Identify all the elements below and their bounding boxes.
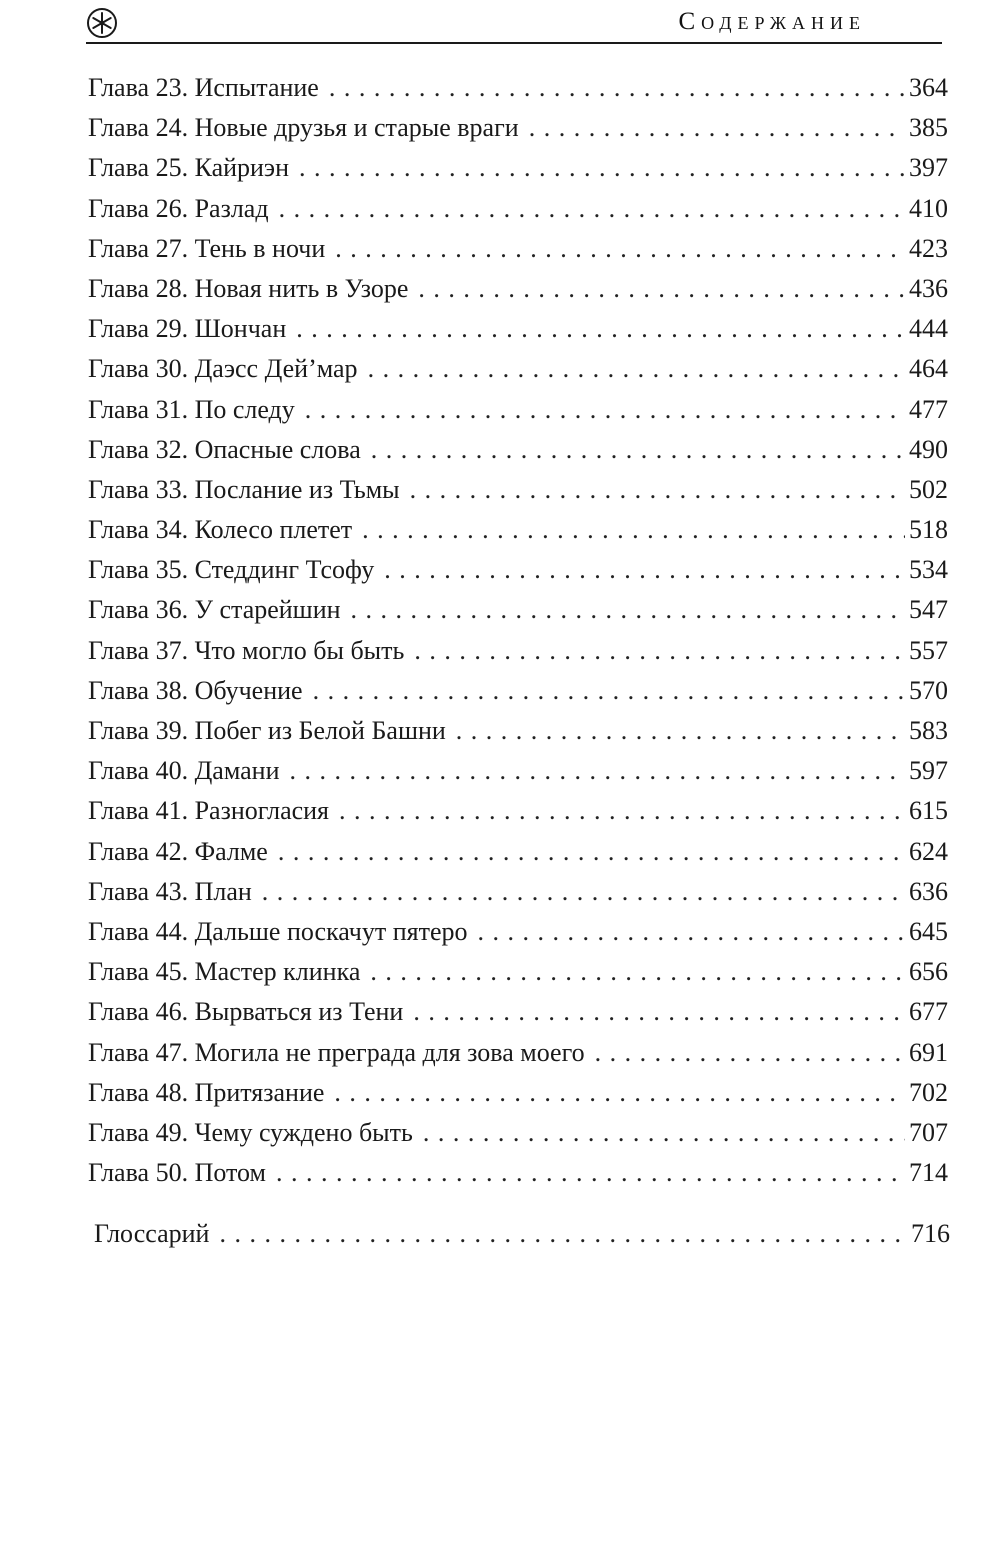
toc-entry[interactable] (88, 631, 948, 671)
dot-leader (414, 631, 905, 671)
toc-entry-title: Глава 36. У старейшин (88, 595, 341, 625)
toc-entry-title: Глава 40. Дамани (88, 756, 280, 786)
toc-entry-page: 518 (909, 515, 948, 545)
dot-leader (371, 430, 905, 470)
toc-entry-title: Глоссарий (94, 1219, 210, 1248)
dot-leader (335, 229, 905, 269)
toc-entry-title: Глава 29. Шончан (88, 314, 287, 344)
toc-entry[interactable] (94, 1214, 950, 1254)
toc-entry-title: Глава 34. Колесо плетет (88, 515, 353, 545)
toc-entry-page: 656 (909, 957, 948, 987)
toc-entry-page: 707 (909, 1117, 948, 1147)
toc-entry-page: 636 (909, 876, 948, 906)
dot-leader (219, 1214, 907, 1254)
toc-entry-page: 490 (909, 434, 948, 464)
dot-leader (289, 751, 905, 791)
toc-entry-title: Глава 49. Чему суждено быть (88, 1117, 413, 1147)
toc-entry-title: Глава 28. Новая нить в Узоре (88, 273, 409, 303)
toc-entry-page: 397 (909, 153, 948, 183)
dot-leader (334, 1073, 905, 1113)
toc-entry-title: Глава 33. Послание из Тьмы (88, 474, 400, 504)
running-header (86, 4, 942, 44)
toc-entry-title: Глава 50. Потом (88, 1158, 266, 1188)
toc-entry-page: 691 (909, 1037, 948, 1067)
toc-entry-page: 464 (909, 354, 948, 384)
toc-entry-page: 557 (909, 635, 948, 665)
toc-entry-title: Глава 41. Разногласия (88, 796, 330, 826)
toc-entry-page: 716 (911, 1219, 950, 1248)
toc-entry-page: 677 (909, 997, 948, 1027)
dot-leader (456, 711, 905, 751)
toc-entry[interactable] (88, 1153, 948, 1193)
toc-entry-page: 534 (909, 555, 948, 585)
toc-entry-page: 477 (909, 394, 948, 424)
toc-entry-title: Глава 48. Притязание (88, 1077, 325, 1107)
toc-entry[interactable] (88, 148, 948, 188)
toc-entry[interactable] (88, 108, 948, 148)
toc-entry-title: Глава 27. Тень в ночи (88, 233, 326, 263)
toc-entry-page: 615 (909, 796, 948, 826)
toc-entry[interactable] (88, 671, 948, 711)
toc-entry-title: Глава 35. Стеддинг Тсофу (88, 555, 375, 585)
dot-leader (418, 269, 905, 309)
dot-leader (276, 1153, 905, 1193)
toc-entry-title: Глава 24. Новые друзья и старые враги (88, 113, 519, 143)
dot-leader (362, 510, 905, 550)
toc-entry-title: Глава 38. Обучение (88, 675, 303, 705)
toc-entry-title: Глава 47. Могила не преграда для зова моего (88, 1037, 585, 1067)
toc-entry[interactable] (88, 189, 948, 229)
dot-leader (339, 791, 905, 831)
toc-entry-title: Глава 31. По следу (88, 394, 295, 424)
toc-entry[interactable] (88, 711, 948, 751)
glossary-entry[interactable] (94, 1214, 950, 1254)
toc-entry[interactable] (88, 1113, 948, 1153)
toc-entry[interactable] (88, 912, 948, 952)
toc-entry-page: 502 (909, 474, 948, 504)
toc-entry[interactable] (88, 229, 948, 269)
toc-entry[interactable] (88, 872, 948, 912)
dot-leader (351, 590, 905, 630)
toc-entry-page: 570 (909, 675, 948, 705)
dot-leader (529, 108, 905, 148)
toc-entry[interactable] (88, 1073, 948, 1113)
toc-entry-title: Глава 37. Что могло бы быть (88, 635, 405, 665)
toc-entry-page: 364 (909, 73, 948, 102)
dot-leader (370, 952, 905, 992)
toc-entry-title: Глава 45. Мастер клинка (88, 957, 361, 987)
toc-entry[interactable] (88, 349, 948, 389)
toc-entry[interactable] (88, 952, 948, 992)
toc-entry-title: Глава 23. Испытание (88, 73, 319, 102)
toc-entry[interactable] (88, 590, 948, 630)
toc-entry[interactable] (88, 470, 948, 510)
dot-leader (305, 390, 905, 430)
toc-entry[interactable] (88, 269, 948, 309)
toc-entry-page: 436 (909, 273, 948, 303)
toc-entry[interactable] (88, 309, 948, 349)
toc-entry-page: 444 (909, 314, 948, 344)
running-title: Содержание (678, 8, 866, 35)
toc-entry-page: 624 (909, 836, 948, 866)
dot-leader (329, 68, 905, 108)
toc-entry-title: Глава 39. Побег из Белой Башни (88, 716, 446, 745)
toc-entry[interactable] (88, 390, 948, 430)
dot-leader (313, 671, 905, 711)
dot-leader (368, 349, 905, 389)
toc-entry[interactable] (88, 68, 948, 108)
dot-leader (384, 550, 905, 590)
toc-entry-page: 423 (909, 233, 948, 263)
toc-entry[interactable] (88, 791, 948, 831)
toc-entry-page: 702 (909, 1077, 948, 1107)
toc-entry[interactable] (88, 751, 948, 791)
toc-entry[interactable] (88, 430, 948, 470)
toc-entry-title: Глава 46. Вырваться из Тени (88, 997, 404, 1027)
toc-entry[interactable] (88, 1033, 948, 1073)
toc-entry-title: Глава 43. План (88, 876, 252, 906)
dot-leader (413, 992, 905, 1032)
dot-leader (299, 148, 905, 188)
toc-entry-title: Глава 26. Разлад (88, 193, 269, 223)
wheel-snowflake-icon (86, 7, 118, 39)
toc-entry[interactable] (88, 510, 948, 550)
dot-leader (478, 912, 905, 952)
toc-entry-title: Глава 42. Фалме (88, 836, 268, 866)
dot-leader (296, 309, 905, 349)
toc-entry-page: 583 (909, 716, 948, 745)
toc-entry-title: Глава 32. Опасные слова (88, 434, 361, 464)
table-of-contents (88, 68, 948, 1193)
toc-entry-title: Глава 25. Кайриэн (88, 153, 290, 183)
dot-leader (278, 832, 905, 872)
dot-leader (262, 872, 905, 912)
toc-entry-title: Глава 44. Дальше поскачут пятеро (88, 916, 468, 946)
dot-leader (410, 470, 905, 510)
toc-entry[interactable] (88, 992, 948, 1032)
dot-leader (279, 189, 905, 229)
toc-entry-page: 410 (909, 193, 948, 223)
toc-entry-page: 385 (909, 113, 948, 143)
toc-entry[interactable] (88, 832, 948, 872)
toc-entry-page: 645 (909, 916, 948, 946)
toc-entry-title: Глава 30. Даэсс Дей’мар (88, 354, 358, 384)
dot-leader (423, 1113, 905, 1153)
dot-leader (595, 1033, 905, 1073)
toc-entry-page: 597 (909, 756, 948, 786)
toc-entry-page: 547 (909, 595, 948, 625)
toc-entry-page: 714 (909, 1158, 948, 1188)
toc-entry[interactable] (88, 550, 948, 590)
